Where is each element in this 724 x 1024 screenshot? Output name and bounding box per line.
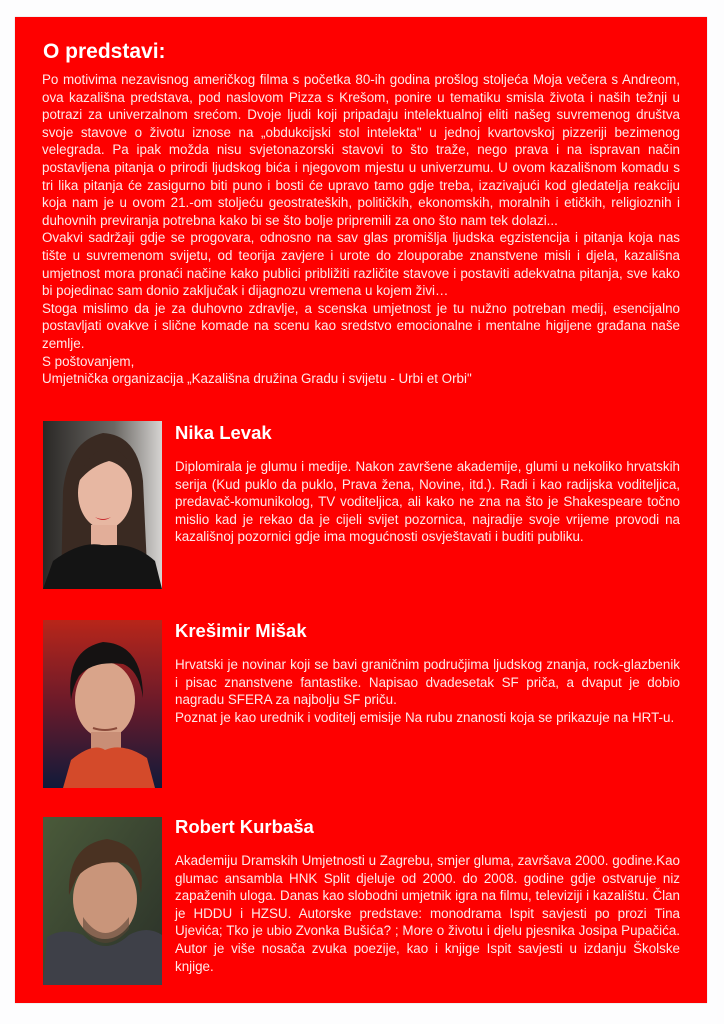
- section-title: O predstavi:: [43, 40, 166, 63]
- bio-photo-nika-levak: [43, 421, 162, 589]
- bio-paragraph: Hrvatski je novinar koji se bavi graničnim područjima ljudskog znanja, rock-glazbenik i pisac znanstvene fantastike. Napisao dvadesetak SF priča, a dvaput je dobio nagradu SFERA za najbolju SF priču.: [175, 657, 680, 708]
- intro-paragraph: Ovakvi sadržaji gdje se progovara, odnosno na sav glas promišlja ljudska egzistencija i pitanja koja nas tište u suvremenom svijetu, od teorija zavjere i urote do zlouporabe znanstvene misli i djela, kazališna umjetnost mora pronaći načine kako publici približiti različite stavove i postaviti adekvatna pitanja, sve kako bi pojedinac sam donio zaključak i dijagnozu vremena u kojem živi…: [42, 230, 680, 299]
- intro-paragraph: Stoga mislimo da je za duhovno zdravlje, a scenska umjetnost je tu nužno potreban medij, esencijalno postavljati ovakve i slične komade na scenu kao sredstvo emocionalne i mentalne higijene građana naše zemlje.: [42, 300, 680, 351]
- portrait-image: [43, 817, 162, 985]
- bio-name: Krešimir Mišak: [175, 620, 307, 641]
- bio-photo-robert-kurbasa: [43, 817, 162, 985]
- portrait-image: [43, 620, 162, 788]
- bio-text: [175, 458, 680, 546]
- bio-name: Robert Kurbaša: [175, 816, 314, 837]
- intro-text: [42, 71, 680, 388]
- bio-name: Nika Levak: [175, 422, 272, 443]
- intro-paragraph: Po motivima nezavisnog američkog filma s početka 80-ih godina prošlog stoljeća Moja večera s Andreom, ova kazališna predstava, pod naslovom Pizza s Krešom, ponire u tematiku smisla života i naših težnji u potrazi za univerzalnom srećom. Dvoje ljudi koji pripadaju intelektualnoj eliti našeg suvremenog društva svoje stavove o životu iznose na „obdukcijski stol intelekta" u jednoj kvartovskoj pizzeriji bezimenog velegrada. Pa ipak možda nisu svjetonazorski stavovi to što traže, nego prava i na ispravan način postavljena pitanja o prirodi ljudskog bića i njegovom mjestu u univerzumu. U ovom kazališnom komadu s tri lika pitanja će zasigurno biti puno i bosti će upravo tamo gdje treba, izazivajući kod gledatelja reakciju koja nam je u ovom 21.-om stoljeću geostrateških, političkih, ekonomskih, moralnih i etičkih, religioznih i duhovnih previranja potrebna kako bi se što bolje pripremili za ono što nam tek dolazi...: [42, 72, 680, 228]
- bio-photo-kresimir-misak: [43, 620, 162, 788]
- content-panel: [15, 17, 707, 1003]
- bio-paragraph: Akademiju Dramskih Umjetnosti u Zagrebu, smjer gluma, završava 2000. godine.Kao glumac ansambla HNK Split djeluje od 2000. do 2008. godine gdje ostvaruje niz zapaženih uloga. Danas kao slobodni umjetnik igra na filmu, televiziji i kazalištu. Član je HDDU i HZSU. Autorske predstave: monodrama Ispit savjesti po prozi Tina Ujevića; Tko je ubio Zvonka Bušića? ; More o životu i djelu pjesnika Josipa Pupačića. Autor je više nosača zvuka poezije, kao i knjige Ispit savjesti u izdanju Školske knjige.: [175, 853, 680, 974]
- bio-text: [175, 852, 680, 975]
- greeting: S poštovanjem,: [42, 353, 135, 369]
- bio-paragraph: Diplomirala je glumu i medije. Nakon završene akademije, glumi u nekoliko hrvatskih serija (Kud puklo da puklo, Prava žena, Novine, itd.). Radi i kao radijska voditeljica, predavač-komunikolog, TV voditeljica, ali kako ne zna na što je Shakespeare točno mislio kad je rekao da je cijeli svijet pozornica, najradije svoje vrijeme provodi na kazališnoj pozornici gdje ima mogućnosti osvještavati i buditi publiku.: [175, 459, 680, 545]
- portrait-image: [43, 421, 162, 589]
- signature-organization: Umjetnička organizacija „Kazališna družina Gradu i svijetu - Urbi et Orbi": [42, 371, 472, 387]
- bio-paragraph: Poznat je kao urednik i voditelj emisije Na rubu znanosti koja se prikazuje na HRT-u.: [175, 709, 675, 725]
- bio-text: [175, 656, 680, 726]
